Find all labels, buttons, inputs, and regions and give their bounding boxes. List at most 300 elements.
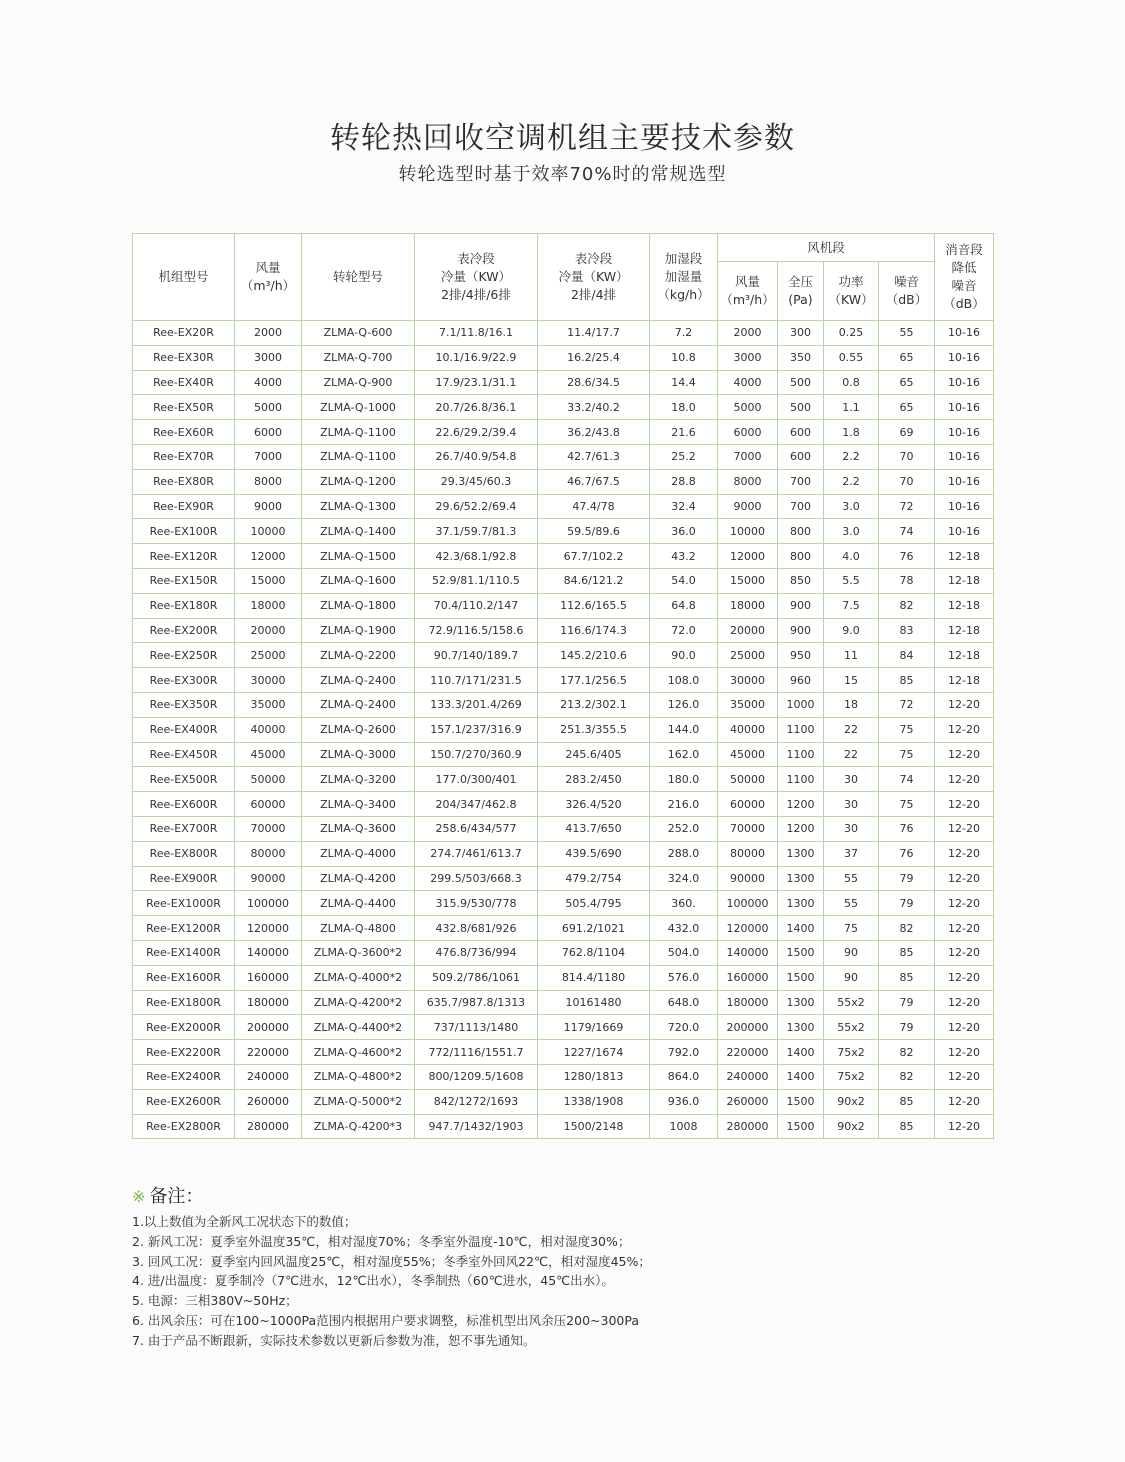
table-cell: 2.2 [824,469,879,494]
header-cooling-246: 表冷段 冷量（KW） 2排/4排/6排 [415,234,538,321]
spec-table [132,233,994,1139]
table-cell: 42.7/61.3 [538,444,650,469]
table-cell: 144.0 [650,717,718,742]
table-cell: 180000 [718,990,778,1015]
table-row [133,568,994,593]
table-cell: 16.2/25.4 [538,345,650,370]
table-cell: 800 [778,519,824,544]
table-cell: 12000 [235,544,302,569]
table-cell: 240000 [235,1064,302,1089]
table-cell: 1100 [778,742,824,767]
table-cell: ZLMA-Q-3600*2 [302,940,415,965]
header-silencer: 消音段 降低 噪音 （dB） [935,234,994,321]
table-cell: 120000 [718,916,778,941]
table-cell: 476.8/736/994 [415,940,538,965]
table-cell: ZLMA-Q-4200*2 [302,990,415,1015]
table-cell: 85 [879,940,935,965]
table-cell: 75 [879,742,935,767]
table-cell: Ree-EX40R [133,370,235,395]
table-cell: 288.0 [650,841,718,866]
table-cell: 245.6/405 [538,742,650,767]
table-cell: ZLMA-Q-1100 [302,420,415,445]
header-fan-group: 风机段 [718,234,935,262]
table-cell: 140000 [235,940,302,965]
table-cell: 72.0 [650,618,718,643]
header-model: 机组型号 [133,234,235,321]
table-cell: 1227/1674 [538,1040,650,1065]
table-cell: 82 [879,916,935,941]
table-cell: 1008 [650,1114,718,1139]
table-cell: 84 [879,643,935,668]
table-cell: 79 [879,1015,935,1040]
table-cell: 300 [778,321,824,346]
table-cell: 30000 [235,668,302,693]
table-cell: ZLMA-Q-4400*2 [302,1015,415,1040]
table-cell: 1500 [778,965,824,990]
table-cell: 950 [778,643,824,668]
table-row [133,1064,994,1089]
table-cell: Ree-EX450R [133,742,235,767]
table-cell: 30000 [718,668,778,693]
table-cell: 12-20 [935,1114,994,1139]
table-cell: 1000 [778,692,824,717]
table-cell: 20000 [235,618,302,643]
table-cell: 326.4/520 [538,792,650,817]
table-cell: 74 [879,519,935,544]
header-fan-airflow: 风量 （m³/h） [718,262,778,321]
table-cell: 1.1 [824,395,879,420]
header-humidifier: 加湿段 加湿量 （kg/h） [650,234,718,321]
table-cell: ZLMA-Q-1500 [302,544,415,569]
table-cell: ZLMA-Q-1100 [302,444,415,469]
table-cell: 78 [879,568,935,593]
table-row [133,891,994,916]
table-cell: ZLMA-Q-4800 [302,916,415,941]
table-cell: 762.8/1104 [538,940,650,965]
table-cell: ZLMA-Q-4600*2 [302,1040,415,1065]
table-cell: 108.0 [650,668,718,693]
table-cell: 64.8 [650,593,718,618]
table-cell: 350 [778,345,824,370]
table-cell: 18 [824,692,879,717]
table-cell: 145.2/210.6 [538,643,650,668]
table-cell: 299.5/503/668.3 [415,866,538,891]
table-cell: 0.8 [824,370,879,395]
table-cell: 947.7/1432/1903 [415,1114,538,1139]
table-cell: 432.0 [650,916,718,941]
table-cell: 46.7/67.5 [538,469,650,494]
table-cell: 12-18 [935,643,994,668]
table-cell: Ree-EX150R [133,568,235,593]
table-cell: ZLMA-Q-3400 [302,792,415,817]
table-row [133,717,994,742]
table-cell: 800 [778,544,824,569]
table-cell: 479.2/754 [538,866,650,891]
table-cell: 65 [879,345,935,370]
table-row [133,469,994,494]
table-cell: 1100 [778,717,824,742]
table-cell: Ree-EX2600R [133,1089,235,1114]
table-cell: 65 [879,370,935,395]
table-cell: 54.0 [650,568,718,593]
table-cell: ZLMA-Q-2600 [302,717,415,742]
table-cell: 84.6/121.2 [538,568,650,593]
table-cell: Ree-EX80R [133,469,235,494]
table-cell: 10161480 [538,990,650,1015]
table-cell: 69 [879,420,935,445]
table-cell: 133.3/201.4/269 [415,692,538,717]
table-cell: 220000 [235,1040,302,1065]
table-cell: 90.0 [650,643,718,668]
table-cell: ZLMA-Q-4800*2 [302,1064,415,1089]
note-item: 5. 电源：三相380V~50Hz； [132,1293,298,1309]
table-cell: 4000 [718,370,778,395]
table-cell: ZLMA-Q-4000 [302,841,415,866]
table-cell: 15000 [235,568,302,593]
table-cell: 26.7/40.9/54.8 [415,444,538,469]
table-cell: 1500 [778,1089,824,1114]
table-cell: 180000 [235,990,302,1015]
table-cell: Ree-EX1000R [133,891,235,916]
table-cell: Ree-EX2200R [133,1040,235,1065]
table-row [133,866,994,891]
table-cell: Ree-EX120R [133,544,235,569]
table-cell: 216.0 [650,792,718,817]
table-cell: 52.9/81.1/110.5 [415,568,538,593]
table-cell: Ree-EX30R [133,345,235,370]
table-cell: 12-20 [935,816,994,841]
table-cell: 8000 [235,469,302,494]
notes-section [132,1182,1032,1351]
table-cell: 1400 [778,1040,824,1065]
table-cell: 29.6/52.2/69.4 [415,494,538,519]
table-cell: Ree-EX2400R [133,1064,235,1089]
table-cell: 504.0 [650,940,718,965]
table-cell: Ree-EX1800R [133,990,235,1015]
table-cell: 1338/1908 [538,1089,650,1114]
table-cell: 5000 [718,395,778,420]
spec-table-body [133,321,994,1139]
table-cell: 413.7/650 [538,816,650,841]
table-cell: 150.7/270/360.9 [415,742,538,767]
table-row [133,643,994,668]
table-cell: 842/1272/1693 [415,1089,538,1114]
table-cell: 9.0 [824,618,879,643]
table-cell: 15 [824,668,879,693]
table-cell: 3.0 [824,519,879,544]
table-cell: 116.6/174.3 [538,618,650,643]
table-cell: 12-18 [935,568,994,593]
table-cell: 10-16 [935,494,994,519]
table-cell: 75 [879,792,935,817]
table-row [133,816,994,841]
table-cell: 79 [879,891,935,916]
table-cell: 50000 [718,767,778,792]
table-cell: 29.3/45/60.3 [415,469,538,494]
table-cell: 4.0 [824,544,879,569]
table-cell: ZLMA-Q-5000*2 [302,1089,415,1114]
note-item: 1.以上数值为全新风工况状态下的数值； [132,1214,357,1229]
table-row [133,494,994,519]
table-cell: 18000 [235,593,302,618]
table-cell: 0.25 [824,321,879,346]
table-cell: 1280/1813 [538,1064,650,1089]
table-cell: 120000 [235,916,302,941]
table-cell: Ree-EX250R [133,643,235,668]
table-cell: 90.7/140/189.7 [415,643,538,668]
table-cell: 800/1209.5/1608 [415,1064,538,1089]
table-cell: Ree-EX2800R [133,1114,235,1139]
table-cell: 700 [778,469,824,494]
table-cell: 126.0 [650,692,718,717]
table-cell: 177.1/256.5 [538,668,650,693]
table-cell: Ree-EX600R [133,792,235,817]
table-cell: 60000 [718,792,778,817]
table-cell: 32.4 [650,494,718,519]
table-cell: Ree-EX50R [133,395,235,420]
table-cell: 30 [824,767,879,792]
table-cell: ZLMA-Q-600 [302,321,415,346]
table-cell: 17.9/23.1/31.1 [415,370,538,395]
table-cell: 22 [824,717,879,742]
table-cell: 814.4/1180 [538,965,650,990]
table-cell: 75x2 [824,1040,879,1065]
table-cell: 22 [824,742,879,767]
table-cell: 72 [879,692,935,717]
table-cell: Ree-EX70R [133,444,235,469]
table-cell: 850 [778,568,824,593]
table-cell: 70000 [718,816,778,841]
table-cell: 3000 [235,345,302,370]
table-cell: 252.0 [650,816,718,841]
table-cell: 1500 [778,1114,824,1139]
table-cell: 75 [879,717,935,742]
table-cell: 12-20 [935,866,994,891]
table-cell: 70 [879,469,935,494]
table-cell: 72.9/116.5/158.6 [415,618,538,643]
table-cell: 28.8 [650,469,718,494]
table-cell: 10-16 [935,420,994,445]
table-cell: 10000 [235,519,302,544]
table-cell: 40000 [718,717,778,742]
table-cell: Ree-EX20R [133,321,235,346]
table-cell: 55x2 [824,990,879,1015]
table-cell: 12-20 [935,1089,994,1114]
table-cell: 691.2/1021 [538,916,650,941]
table-cell: 28.6/34.5 [538,370,650,395]
table-cell: 59.5/89.6 [538,519,650,544]
table-cell: 360. [650,891,718,916]
table-row [133,519,994,544]
asterisk-icon: ※ [132,1187,146,1206]
table-cell: 7000 [718,444,778,469]
table-cell: 36.2/43.8 [538,420,650,445]
table-cell: 55x2 [824,1015,879,1040]
table-cell: 700 [778,494,824,519]
table-row [133,1015,994,1040]
table-cell: 12-18 [935,544,994,569]
table-cell: 505.4/795 [538,891,650,916]
table-cell: 1300 [778,990,824,1015]
table-cell: 60000 [235,792,302,817]
table-cell: 35000 [235,692,302,717]
table-cell: ZLMA-Q-700 [302,345,415,370]
table-cell: 157.1/237/316.9 [415,717,538,742]
table-cell: 160000 [235,965,302,990]
table-cell: 35000 [718,692,778,717]
table-cell: 2000 [718,321,778,346]
table-row [133,767,994,792]
table-cell: 160000 [718,965,778,990]
header-fan-pressure: 全压 (Pa) [778,262,824,321]
table-cell: 36.0 [650,519,718,544]
table-row [133,1089,994,1114]
table-cell: ZLMA-Q-1600 [302,568,415,593]
table-cell: 18000 [718,593,778,618]
table-cell: 85 [879,668,935,693]
header-cooling-24: 表冷段 冷量（KW） 2排/4排 [538,234,650,321]
table-cell: 1400 [778,1064,824,1089]
table-cell: ZLMA-Q-4000*2 [302,965,415,990]
table-row [133,792,994,817]
table-cell: Ree-EX90R [133,494,235,519]
table-cell: 55 [879,321,935,346]
table-cell: 65 [879,395,935,420]
table-cell: 76 [879,816,935,841]
table-cell: 720.0 [650,1015,718,1040]
table-cell: 2000 [235,321,302,346]
table-cell: 315.9/530/778 [415,891,538,916]
table-cell: 1300 [778,866,824,891]
table-cell: 90000 [718,866,778,891]
table-cell: Ree-EX1200R [133,916,235,941]
table-cell: 220000 [718,1040,778,1065]
table-cell: 576.0 [650,965,718,990]
table-cell: 90x2 [824,1089,879,1114]
table-row [133,420,994,445]
table-cell: 47.4/78 [538,494,650,519]
table-cell: Ree-EX100R [133,519,235,544]
table-cell: 6000 [718,420,778,445]
table-cell: 85 [879,1114,935,1139]
table-cell: 76 [879,544,935,569]
table-cell: 20.7/26.8/36.1 [415,395,538,420]
table-cell: 79 [879,990,935,1015]
table-cell: 1300 [778,841,824,866]
table-cell: 12-18 [935,593,994,618]
table-cell: 112.6/165.5 [538,593,650,618]
table-cell: 251.3/355.5 [538,717,650,742]
table-cell: 74 [879,767,935,792]
table-row [133,742,994,767]
table-cell: 7000 [235,444,302,469]
table-cell: 25000 [718,643,778,668]
table-cell: 324.0 [650,866,718,891]
table-cell: 12-20 [935,990,994,1015]
table-cell: 80000 [718,841,778,866]
table-cell: 100000 [718,891,778,916]
table-cell: 12-20 [935,916,994,941]
table-cell: 90 [824,940,879,965]
table-cell: 90x2 [824,1114,879,1139]
note-item: 2. 新风工况：夏季室外温度35℃，相对湿度70%；冬季室外温度-10℃，相对湿度30%； [132,1233,631,1249]
table-cell: 110.7/171/231.5 [415,668,538,693]
header-wheel-model: 转轮型号 [302,234,415,321]
table-cell: 635.7/987.8/1313 [415,990,538,1015]
table-row [133,444,994,469]
table-cell: 10.8 [650,345,718,370]
table-cell: 5000 [235,395,302,420]
table-cell: 25.2 [650,444,718,469]
table-cell: ZLMA-Q-1400 [302,519,415,544]
table-cell: 200000 [235,1015,302,1040]
table-cell: 11 [824,643,879,668]
table-cell: 67.7/102.2 [538,544,650,569]
table-cell: 10-16 [935,519,994,544]
table-cell: 12-20 [935,1064,994,1089]
table-cell: 82 [879,1064,935,1089]
table-cell: Ree-EX1400R [133,940,235,965]
table-row [133,1040,994,1065]
table-cell: 7.2 [650,321,718,346]
table-cell: 12-20 [935,940,994,965]
table-cell: ZLMA-Q-1900 [302,618,415,643]
table-cell: 7.1/11.8/16.1 [415,321,538,346]
table-cell: 280000 [718,1114,778,1139]
table-cell: 3000 [718,345,778,370]
table-row [133,370,994,395]
table-row [133,1114,994,1139]
table-cell: 70.4/110.2/147 [415,593,538,618]
table-cell: 30 [824,816,879,841]
table-cell: 240000 [718,1064,778,1089]
table-row [133,668,994,693]
table-cell: 1300 [778,891,824,916]
table-cell: 45000 [718,742,778,767]
table-cell: 10-16 [935,469,994,494]
table-cell: 12-20 [935,692,994,717]
table-cell: 9000 [718,494,778,519]
table-cell: 82 [879,593,935,618]
table-cell: 960 [778,668,824,693]
table-cell: 10000 [718,519,778,544]
table-cell: 600 [778,444,824,469]
table-cell: 18.0 [650,395,718,420]
table-cell: 648.0 [650,990,718,1015]
table-cell: 792.0 [650,1040,718,1065]
table-cell: ZLMA-Q-2400 [302,668,415,693]
table-cell: 14.4 [650,370,718,395]
table-cell: 500 [778,395,824,420]
table-cell: 80000 [235,841,302,866]
table-cell: Ree-EX900R [133,866,235,891]
table-cell: 8000 [718,469,778,494]
table-cell: ZLMA-Q-2200 [302,643,415,668]
table-cell: 1400 [778,916,824,941]
table-cell: 936.0 [650,1089,718,1114]
table-cell: 12-20 [935,792,994,817]
table-cell: 72 [879,494,935,519]
header-fan-noise: 噪音 （dB） [879,262,935,321]
table-cell: 1179/1669 [538,1015,650,1040]
table-cell: 177.0/300/401 [415,767,538,792]
table-cell: 1200 [778,816,824,841]
note-item: 4. 进/出温度：夏季制冷（7℃进水，12℃出水），冬季制热（60℃进水，45℃出水）。 [132,1273,614,1289]
table-cell: 274.7/461/613.7 [415,841,538,866]
table-cell: Ree-EX800R [133,841,235,866]
table-cell: 85 [879,965,935,990]
table-cell: ZLMA-Q-900 [302,370,415,395]
